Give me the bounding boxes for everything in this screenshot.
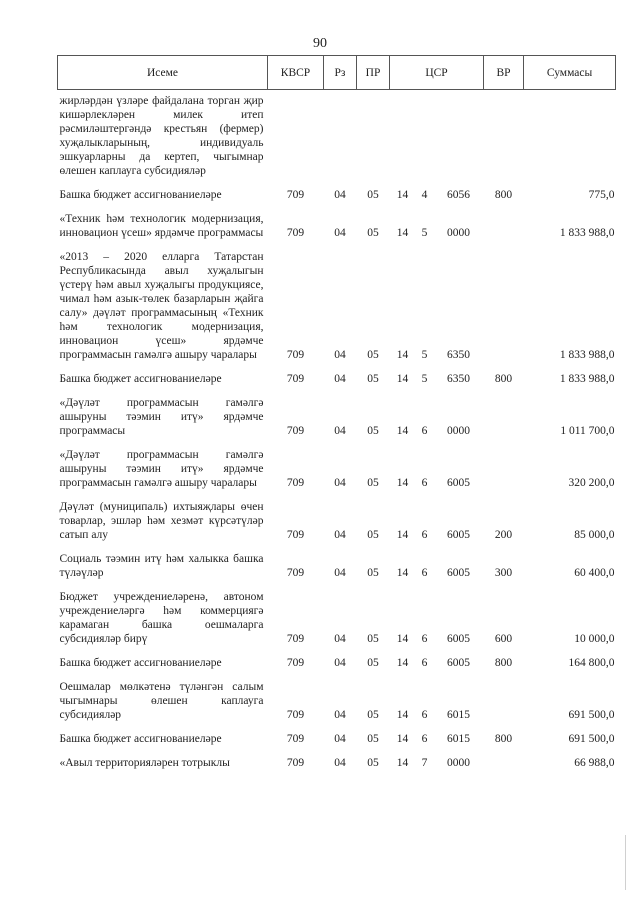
row-csr-part1: 14 [396, 529, 409, 541]
row-sum: 1 011 700,0 [560, 425, 615, 437]
row-csr-part1: 14 [396, 657, 409, 669]
row-name: Башка бюджет ассигнованиеләре [59, 657, 222, 669]
row-csr-part3: 0000 [447, 227, 471, 239]
table-body [58, 90, 616, 777]
row-vr [484, 246, 524, 368]
row-csr-part2: 6 [421, 477, 428, 489]
row-rz: 04 [334, 633, 346, 645]
row-sum: 1 833 988,0 [559, 373, 615, 385]
row-csr-part3: 0000 [447, 757, 471, 769]
table-row [58, 184, 616, 208]
row-kvsr: 709 [286, 425, 305, 437]
table-row [58, 728, 616, 752]
scan-edge-line [625, 835, 626, 890]
row-sum: 85 000,0 [574, 529, 615, 541]
row-sum: 320 200,0 [568, 477, 615, 489]
row-pr: 05 [367, 529, 379, 541]
row-kvsr: 709 [286, 189, 305, 201]
row-csr-part3: 6005 [447, 567, 471, 579]
row-pr: 05 [367, 373, 379, 385]
row-pr: 05 [367, 227, 379, 239]
row-rz: 04 [334, 477, 346, 489]
row-csr-part2: 5 [421, 373, 428, 385]
row-csr-part1: 14 [396, 425, 409, 437]
row-sum: 775,0 [588, 189, 615, 201]
row-rz: 04 [334, 189, 346, 201]
row-csr-part1: 14 [396, 733, 409, 745]
row-rz [324, 90, 357, 185]
table-row [58, 246, 616, 368]
header-csr: ЦСР [390, 56, 484, 90]
budget-table [57, 55, 616, 776]
row-csr-part3: 6005 [447, 633, 471, 645]
row-rz: 04 [334, 425, 346, 437]
table-row [58, 752, 616, 776]
row-name: «Дәүләт программасын гамәлгә ашыруны тәэмин итү» ярдәмче программасын гамәлгә ашыру чаралары [59, 449, 264, 489]
row-sum: 66 988,0 [574, 757, 615, 769]
row-pr: 05 [367, 477, 379, 489]
row-csr-part2: 6 [421, 709, 428, 721]
row-csr-part3: 6005 [447, 657, 471, 669]
row-csr-part2: 7 [421, 757, 428, 769]
header-vr: ВР [484, 56, 524, 90]
row-csr-part3: 0000 [447, 425, 471, 437]
row-csr-part3: 6015 [447, 709, 471, 721]
row-pr: 05 [367, 733, 379, 745]
row-vr [484, 392, 524, 444]
header-sum: Суммасы [524, 56, 616, 90]
row-name: Оешмалар мөлкәтенә түләнгән салым чыгымнары өлешен каплауга субсидияләр [59, 681, 264, 721]
row-kvsr: 709 [286, 349, 305, 361]
row-vr: 800 [494, 657, 513, 669]
row-name: «Авыл территорияләрен тотрыклы [59, 757, 230, 769]
row-csr-part2: 5 [421, 349, 428, 361]
row-csr-part1: 14 [396, 757, 409, 769]
row-vr: 800 [494, 733, 513, 745]
row-vr: 300 [494, 567, 513, 579]
header-kvsr: КВСР [268, 56, 324, 90]
row-csr-part2: 6 [421, 425, 428, 437]
row-vr: 200 [494, 529, 513, 541]
row-csr-part1 [390, 90, 416, 185]
row-vr [484, 444, 524, 496]
table-row [58, 652, 616, 676]
row-rz: 04 [334, 373, 346, 385]
row-csr-part3: 6350 [447, 349, 471, 361]
row-csr-part3: 6015 [447, 733, 471, 745]
table-row [58, 586, 616, 652]
row-sum: 1 833 988,0 [559, 349, 615, 361]
table-row [58, 368, 616, 392]
row-kvsr: 709 [286, 633, 305, 645]
row-vr [484, 208, 524, 246]
row-csr-part1: 14 [396, 709, 409, 721]
row-pr: 05 [367, 757, 379, 769]
row-csr-part1: 14 [396, 349, 409, 361]
row-kvsr: 709 [286, 373, 305, 385]
row-csr-part1: 14 [396, 477, 409, 489]
row-sum: 60 400,0 [574, 567, 615, 579]
table-row [58, 90, 616, 185]
table-row [58, 496, 616, 548]
row-sum: 691 500,0 [568, 733, 615, 745]
row-rz: 04 [334, 733, 346, 745]
row-csr-part3: 6005 [447, 529, 471, 541]
row-vr: 600 [494, 633, 513, 645]
row-pr: 05 [367, 633, 379, 645]
row-pr: 05 [367, 425, 379, 437]
row-pr: 05 [367, 657, 379, 669]
header-name: Исеме [58, 56, 268, 90]
row-sum: 1 833 988,0 [559, 227, 615, 239]
row-name: Башка бюджет ассигнованиеләре [59, 373, 222, 385]
row-csr-part1: 14 [396, 189, 409, 201]
header-pr: ПР [357, 56, 390, 90]
row-rz: 04 [334, 567, 346, 579]
row-csr-part2: 4 [421, 189, 428, 201]
row-csr-part2: 6 [421, 633, 428, 645]
row-sum: 691 500,0 [568, 709, 615, 721]
row-pr: 05 [367, 349, 379, 361]
row-vr [484, 90, 524, 185]
row-csr-part3: 6350 [447, 373, 471, 385]
table-row [58, 208, 616, 246]
row-csr-part2 [416, 90, 434, 185]
row-csr-part2: 6 [421, 733, 428, 745]
row-csr-part1: 14 [396, 633, 409, 645]
row-csr-part2: 6 [421, 529, 428, 541]
row-name: Бюджет учреждениеләренә, автоном учреждениеләргә һәм коммерциягә карамаган башка оешмаларга субсидияләр бирү [59, 591, 264, 645]
row-kvsr [268, 90, 324, 185]
row-name: жирләрдән үзләре файдалана торган җир кишәрлекләрен милек итеп рәсмиләштергәндә крестьян (фермер) хуҗалыкларының, индивидуаль эшкуарларны да кертеп, чыгымнар өлешен каплауга субсидияләр [59, 95, 264, 177]
row-csr-part1: 14 [396, 373, 409, 385]
row-vr [484, 676, 524, 728]
row-pr: 05 [367, 709, 379, 721]
row-vr: 800 [494, 189, 513, 201]
table-row [58, 444, 616, 496]
row-rz: 04 [334, 657, 346, 669]
row-csr-part2: 6 [421, 657, 428, 669]
row-kvsr: 709 [286, 227, 305, 239]
row-csr-part3: 6056 [447, 189, 471, 201]
row-rz: 04 [334, 349, 346, 361]
row-rz: 04 [334, 529, 346, 541]
row-kvsr: 709 [286, 567, 305, 579]
row-vr: 800 [494, 373, 513, 385]
row-kvsr: 709 [286, 709, 305, 721]
page-number: 90 [313, 36, 327, 51]
row-name: «2013 – 2020 елларга Татарстан Республикасында авыл хуҗалыгын үстерү һәм авыл хуҗалыгы продукциясе, чимал һәм азык-төлек базарларын җайга салу» дәүләт программасының «Техник һәм технологик модернизация, инновацион үсеш» ярдәмче программасын гамәлгә ашыру чаралары [59, 251, 264, 361]
row-kvsr: 709 [286, 733, 305, 745]
row-sum [524, 90, 616, 185]
row-pr: 05 [367, 567, 379, 579]
row-csr-part3: 6005 [447, 477, 471, 489]
row-csr-part2: 5 [421, 227, 428, 239]
row-pr: 05 [367, 189, 379, 201]
row-pr [357, 90, 390, 185]
table-header-row [58, 56, 616, 90]
table-row [58, 676, 616, 728]
row-sum: 164 800,0 [568, 657, 615, 669]
row-csr-part2: 6 [421, 567, 428, 579]
row-name: Социаль тәэмин итү һәм халыкка башка түләүләр [59, 553, 264, 579]
row-rz: 04 [334, 227, 346, 239]
row-name: Башка бюджет ассигнованиеләре [59, 189, 222, 201]
row-csr-part1: 14 [396, 567, 409, 579]
row-kvsr: 709 [286, 757, 305, 769]
row-rz: 04 [334, 709, 346, 721]
table-row [58, 392, 616, 444]
row-rz: 04 [334, 757, 346, 769]
row-kvsr: 709 [286, 477, 305, 489]
row-vr [484, 752, 524, 776]
row-name: «Дәүләт программасын гамәлгә ашыруны тәэмин итү» ярдәмче программасы [59, 397, 264, 437]
header-rz: Рз [324, 56, 357, 90]
row-name: «Техник һәм технологик модернизация, инновацион үсеш» ярдәмче программасы [59, 213, 264, 239]
row-sum: 10 000,0 [574, 633, 615, 645]
row-csr-part1: 14 [396, 227, 409, 239]
row-kvsr: 709 [286, 657, 305, 669]
row-kvsr: 709 [286, 529, 305, 541]
row-name: Башка бюджет ассигнованиеләре [59, 733, 222, 745]
table-row [58, 548, 616, 586]
row-name: Дәүләт (муниципаль) ихтыяҗлары өчен товарлар, эшләр һәм хезмәт күрсәтүләр сатып алу [59, 501, 264, 541]
row-csr-part3 [434, 90, 484, 185]
